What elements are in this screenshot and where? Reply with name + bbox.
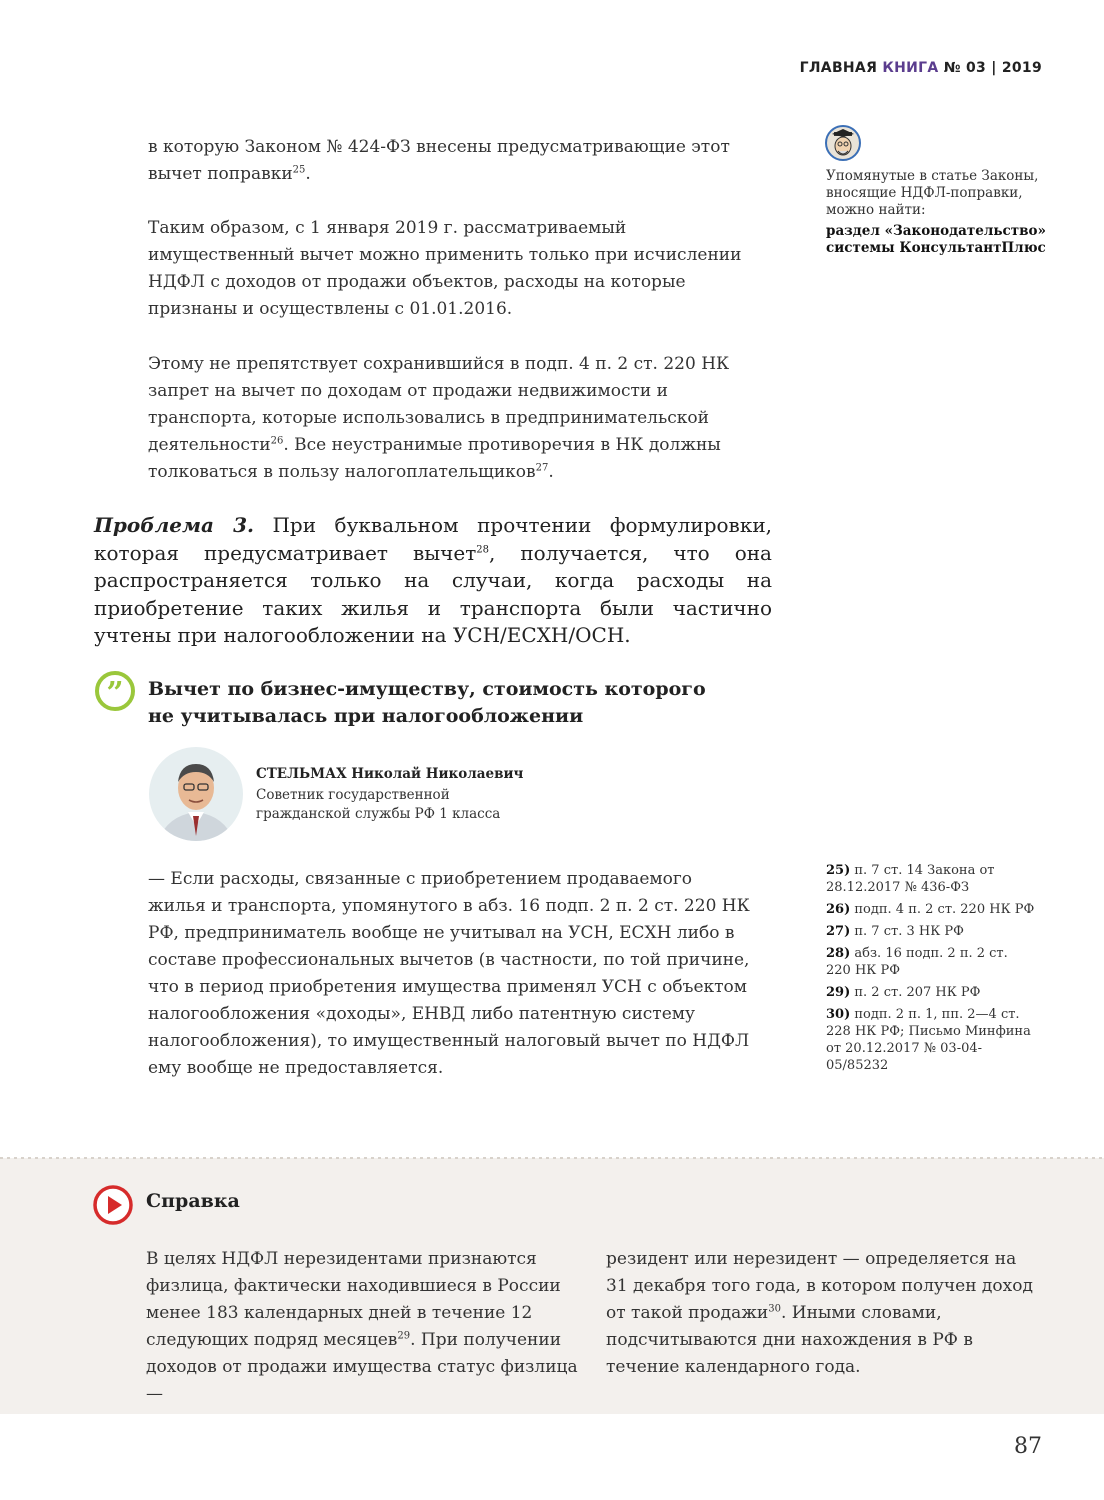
footnote-text: абз. 16 подп. 2 п. 2 ст. 220 НК РФ xyxy=(826,946,1008,978)
paragraph-2-text: Таким образом, с 1 января 2019 г. рассматриваемый имущественный вычет можно применить только при исчислении НДФЛ с доходов от продажи объектов, расходы на которые признаны и осуществлены с 01.01.2016. xyxy=(148,218,742,319)
author-name: СТЕЛЬМАХ Николай Николаевич xyxy=(256,766,524,782)
footnote-text: п. 7 ст. 14 Закона от 28.12.2017 № 436-ФЗ xyxy=(826,863,995,895)
footnote-text: подп. 2 п. 1, пп. 2—4 ст. 228 НК РФ; Письмо Минфина от 20.12.2017 № 03-04-05/85232 xyxy=(826,1007,1031,1073)
author-role-line-1: Советник государственной xyxy=(256,787,450,803)
spravka-col2-text-b: . Иными словами, подсчитываются дни нахождения в РФ в течение календарного года. xyxy=(606,1303,973,1377)
paragraph-3-text-b: . Все неустранимые противоречия в НК должны толковаться в пользу налогоплательщиков xyxy=(148,435,721,482)
quote-title xyxy=(148,676,768,730)
footnote-text: подп. 4 п. 2 ст. 220 НК РФ xyxy=(850,902,1035,917)
author-role-line-2: гражданской службы РФ 1 класса xyxy=(256,806,501,822)
paragraph-1-text: в которую Законом № 424-ФЗ внесены предусматривающие этот вычет поправки xyxy=(148,137,730,184)
problem-3-paragraph xyxy=(94,512,772,650)
footnote-number: 26) xyxy=(826,902,851,917)
footnote-ref-26[interactable]: 26 xyxy=(270,435,284,447)
quote-text xyxy=(148,866,754,1082)
footnote-ref-27[interactable]: 27 xyxy=(535,462,549,474)
spravka-title: Справка xyxy=(146,1190,240,1212)
footnote-ref-28[interactable]: 28 xyxy=(476,543,489,555)
footnote-item xyxy=(826,945,1036,979)
problem-label: Проблема 3. xyxy=(94,513,254,537)
footnote-item xyxy=(826,923,1036,940)
sidebar-note-link[interactable]: раздел «Законодательство» системы КонсультантПлюс xyxy=(826,223,1046,256)
footnote-text: п. 7 ст. 3 НК РФ xyxy=(850,924,964,939)
footnote-number: 29) xyxy=(826,985,851,1000)
footnote-number: 28) xyxy=(826,946,851,961)
quote-icon xyxy=(94,670,136,712)
svg-text:”: ” xyxy=(106,676,124,711)
footnote-ref-30[interactable]: 30 xyxy=(768,1303,781,1315)
footnote-item xyxy=(826,862,1036,896)
problem-text-a: При буквальном прочтении формулировки, которая предусматривает вычет xyxy=(94,513,772,565)
footnote-ref-25[interactable]: 25 xyxy=(292,164,306,176)
quote-text-body: — Если расходы, связанные с приобретением продаваемого жилья и транспорта, упомянутого в абз. 16 подп. 2 п. 2 ст. 220 НК РФ, предприниматель вообще не учитывал на УСН, ЕСХН либо в составе профессиональных вычетов (в частности, по той причине, что в период приобретения имущества применял УСН с объектом налогообложения «доходы», ЕНВД либо патентную систему налогообложения), то имущественный налоговый вычет по НДФЛ ему вообще не предоставляется. xyxy=(148,869,750,1078)
spravka-column-2 xyxy=(606,1246,1038,1381)
author-role xyxy=(256,786,500,824)
footnote-item xyxy=(826,984,1036,1001)
issue-number: № 03 | 2019 xyxy=(943,60,1042,76)
footnote-ref-29[interactable]: 29 xyxy=(397,1330,411,1342)
problem-text-b: , получается, что она распространяется только на случаи, когда расходы на приобретение таких жилья и транспорта были частично учтены при налогообложении на УСН/ЕСХН/ОСН. xyxy=(94,540,772,647)
brand-main: ГЛАВНАЯ xyxy=(799,60,878,76)
author-avatar xyxy=(148,746,244,842)
paragraph-2 xyxy=(148,215,748,323)
spravka-col1-text-a: В целях НДФЛ нерезидентами признаются физлица, фактически находившиеся в России менее 183 календарных дней в течение 12 следующих подряд месяцев xyxy=(146,1249,561,1350)
spravka-col2-text-a: резидент или нерезидент — определяется на 31 декабря того года, в котором получен доход от такой продажи xyxy=(606,1249,1033,1323)
footnote-text: п. 2 ст. 207 НК РФ xyxy=(850,985,981,1000)
spravka-dotted-edge xyxy=(0,1152,1104,1160)
spravka-col1-text-b: . При получении доходов от продажи имущества статус физлица — xyxy=(146,1330,578,1404)
spravka-column-1 xyxy=(146,1246,578,1408)
footnote-item xyxy=(826,1006,1036,1074)
footnote-number: 30) xyxy=(826,1007,851,1022)
footnote-number: 25) xyxy=(826,863,851,878)
sidebar-note xyxy=(826,168,1048,257)
play-icon xyxy=(92,1184,134,1226)
professor-icon xyxy=(824,124,862,162)
footnotes-list xyxy=(826,862,1036,1079)
magazine-header xyxy=(800,60,1042,76)
paragraph-3-text-a: Этому не препятствует сохранившийся в подп. 4 п. 2 ст. 220 НК запрет на вычет по доходам от продажи недвижимости и транспорта, которые использовались в предпринимательской деятельности xyxy=(148,354,730,455)
paragraph-3: Этому не препятствует сохранившийся в подп. 4 п. 2 ст. 220 НК запрет на вычет по доходам от продажи недвижимости и транспорта, которые использовались в предпринимательской деятельности$^{26}$. Все неустранимые противоречия в НК должны толковаться в пользу налогоплательщиков$^{27}$. xyxy=(148,354,730,482)
paragraph-1: в которую Законом № 424-ФЗ внесены предусматривающие этот вычет поправки$^{25}$. xyxy=(148,137,730,184)
quote-title-line-1: Вычет по бизнес-имуществу, стоимость которого xyxy=(148,678,706,700)
quote-title-line-2: не учитывалась при налогообложении xyxy=(148,705,584,727)
page-number: 87 xyxy=(1014,1434,1042,1459)
footnote-item xyxy=(826,901,1036,918)
brand-accent: КНИГА xyxy=(882,60,939,76)
footnote-number: 27) xyxy=(826,924,851,939)
sidebar-note-text: Упомянутые в статье Законы, вносящие НДФЛ-поправки, можно найти: xyxy=(826,168,1039,218)
